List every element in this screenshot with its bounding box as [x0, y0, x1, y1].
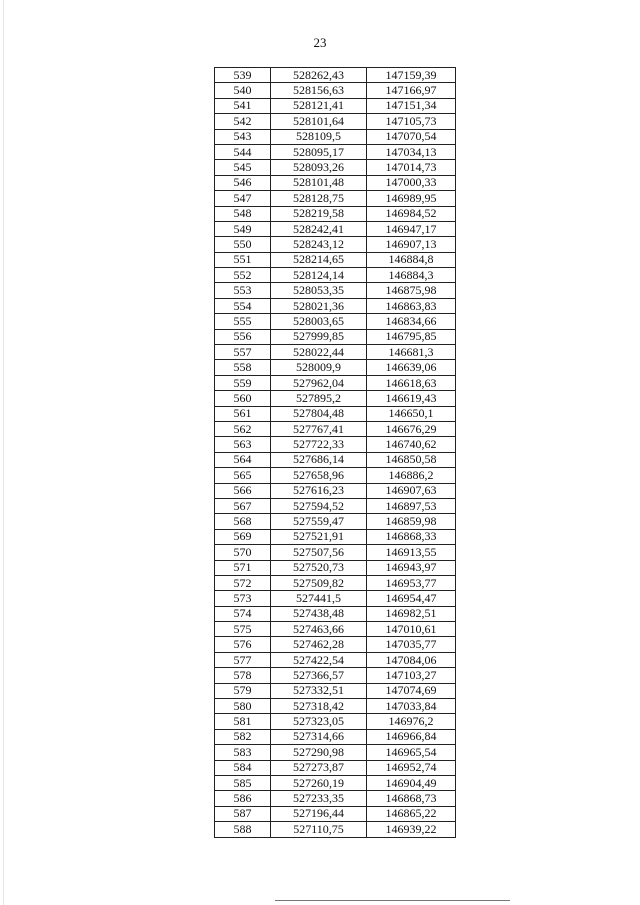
table-row [215, 622, 456, 637]
y-coordinate-cell: 146965,54 [367, 745, 456, 760]
point-number-cell: 563 [215, 437, 271, 452]
point-number-cell: 558 [215, 360, 271, 375]
x-coordinate-cell: 527895,2 [271, 391, 367, 406]
x-coordinate-cell: 527438,48 [271, 606, 367, 621]
table-row [215, 283, 456, 298]
x-coordinate-cell: 527658,96 [271, 468, 367, 483]
y-coordinate-cell: 146947,17 [367, 221, 456, 236]
table-row [215, 668, 456, 683]
table-row [215, 375, 456, 390]
x-coordinate-cell: 528128,75 [271, 191, 367, 206]
y-coordinate-cell: 147035,77 [367, 637, 456, 652]
table-row [215, 298, 456, 313]
y-coordinate-cell: 146740,62 [367, 437, 456, 452]
point-number-cell: 560 [215, 391, 271, 406]
table-row [215, 68, 456, 83]
table-row [215, 714, 456, 729]
page-number: 23 [313, 35, 327, 50]
y-coordinate-cell: 146868,33 [367, 529, 456, 544]
table-row [215, 514, 456, 529]
point-number-cell: 573 [215, 591, 271, 606]
x-coordinate-cell: 527290,98 [271, 745, 367, 760]
point-number-cell: 584 [215, 760, 271, 775]
x-coordinate-cell: 528156,63 [271, 83, 367, 98]
y-coordinate-cell: 147103,27 [367, 668, 456, 683]
y-coordinate-cell: 146618,63 [367, 375, 456, 390]
point-number-cell: 583 [215, 745, 271, 760]
x-coordinate-cell: 527366,57 [271, 668, 367, 683]
y-coordinate-cell: 146868,73 [367, 791, 456, 806]
x-coordinate-cell: 527616,23 [271, 483, 367, 498]
x-coordinate-cell: 527722,33 [271, 437, 367, 452]
point-number-cell: 587 [215, 806, 271, 821]
point-number-cell: 572 [215, 575, 271, 590]
y-coordinate-cell: 146913,55 [367, 545, 456, 560]
table-row [215, 560, 456, 575]
y-coordinate-cell: 146850,58 [367, 452, 456, 467]
x-coordinate-cell: 528095,17 [271, 144, 367, 159]
table-row [215, 345, 456, 360]
x-coordinate-cell: 527323,05 [271, 714, 367, 729]
y-coordinate-cell: 146681,3 [367, 345, 456, 360]
y-coordinate-cell: 147159,39 [367, 68, 456, 83]
y-coordinate-cell: 146650,1 [367, 406, 456, 421]
x-coordinate-cell: 527521,91 [271, 529, 367, 544]
table-row [215, 606, 456, 621]
x-coordinate-cell: 527441,5 [271, 591, 367, 606]
table-row [215, 591, 456, 606]
point-number-cell: 550 [215, 237, 271, 252]
point-number-cell: 575 [215, 622, 271, 637]
table-row [215, 252, 456, 267]
x-coordinate-cell: 527314,66 [271, 729, 367, 744]
table-row [215, 206, 456, 221]
y-coordinate-cell: 146966,84 [367, 729, 456, 744]
point-number-cell: 559 [215, 375, 271, 390]
table-row [215, 129, 456, 144]
y-coordinate-cell: 146834,66 [367, 314, 456, 329]
table-row [215, 175, 456, 190]
y-coordinate-cell: 146952,74 [367, 760, 456, 775]
x-coordinate-cell: 528021,36 [271, 298, 367, 313]
coordinates-table-body [215, 68, 456, 838]
point-number-cell: 547 [215, 191, 271, 206]
point-number-cell: 544 [215, 144, 271, 159]
y-coordinate-cell: 147014,73 [367, 160, 456, 175]
x-coordinate-cell: 528022,44 [271, 345, 367, 360]
x-coordinate-cell: 527686,14 [271, 452, 367, 467]
x-coordinate-cell: 527463,66 [271, 622, 367, 637]
y-coordinate-cell: 146795,85 [367, 329, 456, 344]
x-coordinate-cell: 527999,85 [271, 329, 367, 344]
y-coordinate-cell: 147070,54 [367, 129, 456, 144]
point-number-cell: 562 [215, 421, 271, 436]
y-coordinate-cell: 146884,3 [367, 268, 456, 283]
point-number-cell: 586 [215, 791, 271, 806]
y-coordinate-cell: 146954,47 [367, 591, 456, 606]
table-row [215, 237, 456, 252]
point-number-cell: 568 [215, 514, 271, 529]
point-number-cell: 588 [215, 822, 271, 837]
table-row [215, 775, 456, 790]
x-coordinate-cell: 527507,56 [271, 545, 367, 560]
y-coordinate-cell: 146984,52 [367, 206, 456, 221]
y-coordinate-cell: 146989,95 [367, 191, 456, 206]
x-coordinate-cell: 527520,73 [271, 560, 367, 575]
y-coordinate-cell: 147034,13 [367, 144, 456, 159]
point-number-cell: 552 [215, 268, 271, 283]
x-coordinate-cell: 527260,19 [271, 775, 367, 790]
x-coordinate-cell: 527318,42 [271, 699, 367, 714]
x-coordinate-cell: 527332,51 [271, 683, 367, 698]
point-number-cell: 543 [215, 129, 271, 144]
table-row [215, 452, 456, 467]
x-coordinate-cell: 528101,64 [271, 114, 367, 129]
table-row [215, 329, 456, 344]
x-coordinate-cell: 528053,35 [271, 283, 367, 298]
y-coordinate-cell: 146907,13 [367, 237, 456, 252]
x-coordinate-cell: 527559,47 [271, 514, 367, 529]
table-row [215, 745, 456, 760]
point-number-cell: 585 [215, 775, 271, 790]
table-row [215, 545, 456, 560]
x-coordinate-cell: 527804,48 [271, 406, 367, 421]
y-coordinate-cell: 147000,33 [367, 175, 456, 190]
point-number-cell: 581 [215, 714, 271, 729]
y-coordinate-cell: 147084,06 [367, 652, 456, 667]
table-row [215, 729, 456, 744]
y-coordinate-cell: 147074,69 [367, 683, 456, 698]
x-coordinate-cell: 528009,9 [271, 360, 367, 375]
scan-edge-left [3, 0, 4, 905]
x-coordinate-cell: 528109,5 [271, 129, 367, 144]
point-number-cell: 582 [215, 729, 271, 744]
table-row [215, 652, 456, 667]
point-number-cell: 578 [215, 668, 271, 683]
table-row [215, 314, 456, 329]
y-coordinate-cell: 146886,2 [367, 468, 456, 483]
x-coordinate-cell: 527767,41 [271, 421, 367, 436]
table-row [215, 144, 456, 159]
x-coordinate-cell: 527462,28 [271, 637, 367, 652]
x-coordinate-cell: 528101,48 [271, 175, 367, 190]
table-row [215, 498, 456, 513]
table-row [215, 806, 456, 821]
x-coordinate-cell: 528121,41 [271, 98, 367, 113]
y-coordinate-cell: 147105,73 [367, 114, 456, 129]
point-number-cell: 564 [215, 452, 271, 467]
x-coordinate-cell: 528214,65 [271, 252, 367, 267]
table-row [215, 791, 456, 806]
y-coordinate-cell: 146639,06 [367, 360, 456, 375]
point-number-cell: 555 [215, 314, 271, 329]
point-number-cell: 542 [215, 114, 271, 129]
x-coordinate-cell: 527509,82 [271, 575, 367, 590]
table-row [215, 221, 456, 236]
coordinates-table [214, 67, 456, 838]
point-number-cell: 561 [215, 406, 271, 421]
point-number-cell: 577 [215, 652, 271, 667]
point-number-cell: 548 [215, 206, 271, 221]
y-coordinate-cell: 147151,34 [367, 98, 456, 113]
point-number-cell: 580 [215, 699, 271, 714]
point-number-cell: 569 [215, 529, 271, 544]
point-number-cell: 576 [215, 637, 271, 652]
x-coordinate-cell: 527233,35 [271, 791, 367, 806]
point-number-cell: 571 [215, 560, 271, 575]
x-coordinate-cell: 527594,52 [271, 498, 367, 513]
y-coordinate-cell: 146939,22 [367, 822, 456, 837]
point-number-cell: 574 [215, 606, 271, 621]
point-number-cell: 551 [215, 252, 271, 267]
y-coordinate-cell: 147166,97 [367, 83, 456, 98]
y-coordinate-cell: 146884,8 [367, 252, 456, 267]
y-coordinate-cell: 146865,22 [367, 806, 456, 821]
x-coordinate-cell: 528262,43 [271, 68, 367, 83]
y-coordinate-cell: 146953,77 [367, 575, 456, 590]
y-coordinate-cell: 146897,53 [367, 498, 456, 513]
y-coordinate-cell: 146863,83 [367, 298, 456, 313]
x-coordinate-cell: 528093,26 [271, 160, 367, 175]
y-coordinate-cell: 146859,98 [367, 514, 456, 529]
table-row [215, 191, 456, 206]
table-row [215, 575, 456, 590]
y-coordinate-cell: 146976,2 [367, 714, 456, 729]
point-number-cell: 570 [215, 545, 271, 560]
point-number-cell: 554 [215, 298, 271, 313]
y-coordinate-cell: 146676,29 [367, 421, 456, 436]
y-coordinate-cell: 147010,61 [367, 622, 456, 637]
x-coordinate-cell: 528242,41 [271, 221, 367, 236]
point-number-cell: 579 [215, 683, 271, 698]
point-number-cell: 567 [215, 498, 271, 513]
x-coordinate-cell: 528003,65 [271, 314, 367, 329]
table-row [215, 683, 456, 698]
y-coordinate-cell: 146907,63 [367, 483, 456, 498]
table-row [215, 406, 456, 421]
x-coordinate-cell: 528124,14 [271, 268, 367, 283]
table-row [215, 391, 456, 406]
table-row [215, 483, 456, 498]
table-row [215, 468, 456, 483]
table-row [215, 114, 456, 129]
table-row [215, 421, 456, 436]
table-row [215, 268, 456, 283]
x-coordinate-cell: 527422,54 [271, 652, 367, 667]
table-row [215, 760, 456, 775]
point-number-cell: 549 [215, 221, 271, 236]
point-number-cell: 557 [215, 345, 271, 360]
scan-edge-bottom [275, 900, 510, 901]
table-row [215, 160, 456, 175]
table-row [215, 98, 456, 113]
table-row [215, 699, 456, 714]
table-row [215, 437, 456, 452]
point-number-cell: 546 [215, 175, 271, 190]
table-row [215, 83, 456, 98]
table-row [215, 822, 456, 837]
table-row [215, 529, 456, 544]
point-number-cell: 556 [215, 329, 271, 344]
point-number-cell: 566 [215, 483, 271, 498]
y-coordinate-cell: 146619,43 [367, 391, 456, 406]
point-number-cell: 539 [215, 68, 271, 83]
x-coordinate-cell: 528243,12 [271, 237, 367, 252]
x-coordinate-cell: 527273,87 [271, 760, 367, 775]
x-coordinate-cell: 527962,04 [271, 375, 367, 390]
y-coordinate-cell: 146982,51 [367, 606, 456, 621]
point-number-cell: 545 [215, 160, 271, 175]
point-number-cell: 553 [215, 283, 271, 298]
point-number-cell: 540 [215, 83, 271, 98]
point-number-cell: 541 [215, 98, 271, 113]
point-number-cell: 565 [215, 468, 271, 483]
x-coordinate-cell: 527110,75 [271, 822, 367, 837]
x-coordinate-cell: 527196,44 [271, 806, 367, 821]
table-row [215, 360, 456, 375]
y-coordinate-cell: 146904,49 [367, 775, 456, 790]
y-coordinate-cell: 146943,97 [367, 560, 456, 575]
table-row [215, 637, 456, 652]
y-coordinate-cell: 147033,84 [367, 699, 456, 714]
x-coordinate-cell: 528219,58 [271, 206, 367, 221]
y-coordinate-cell: 146875,98 [367, 283, 456, 298]
